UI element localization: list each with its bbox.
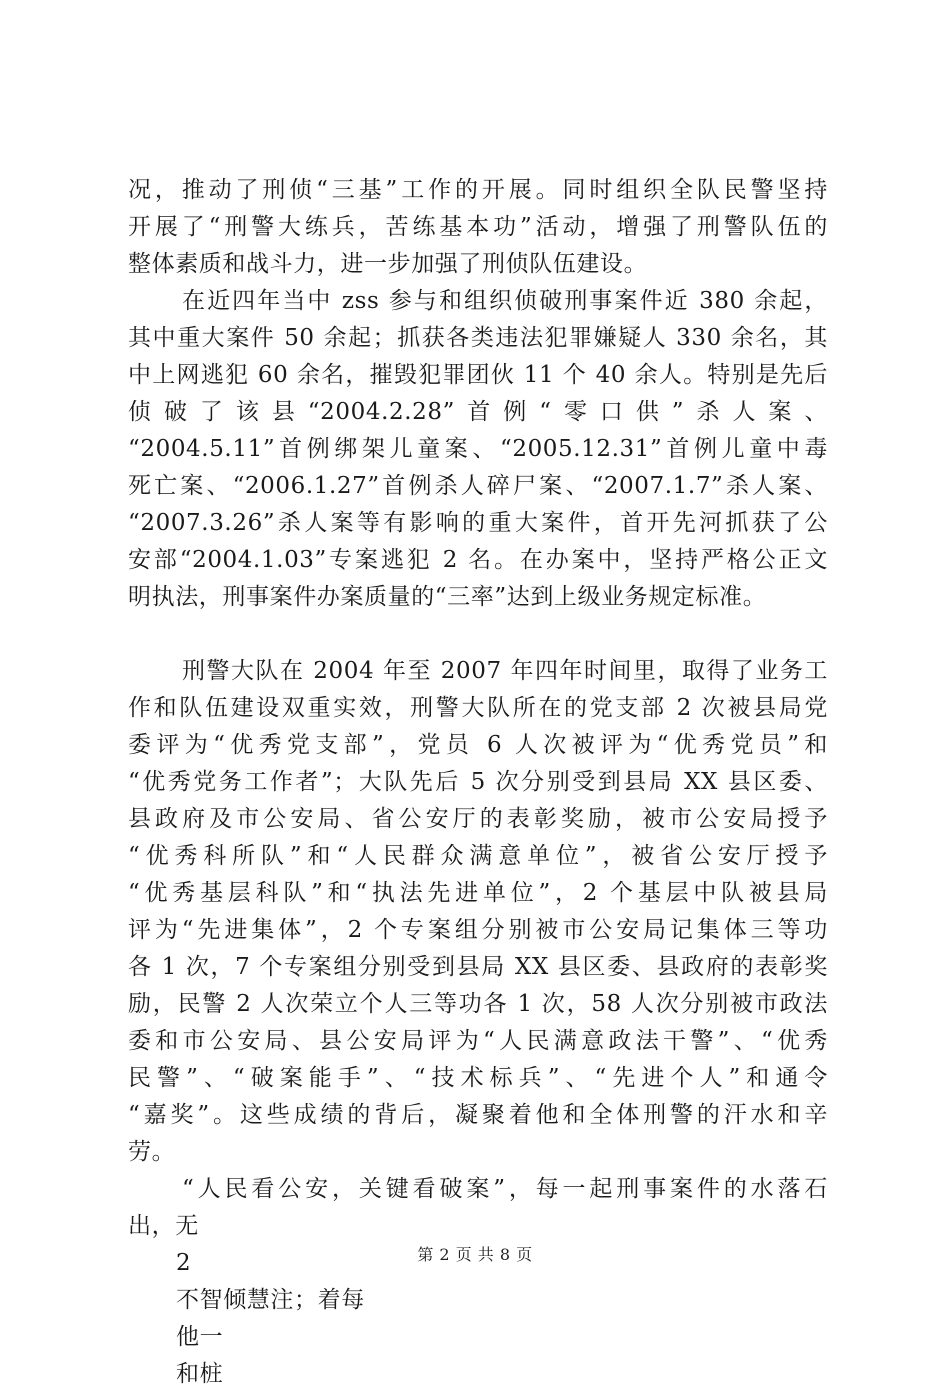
text-line: 况，推动了刑侦“三基”工作的开展。同时组织全队民警坚持 — [128, 177, 828, 203]
text-line: 中上网逃犯 60 余名，摧毁犯罪团伙 11 个 40 余人。特别是先后 — [128, 362, 828, 388]
text-line: “优秀党务工作者”；大队先后 5 次分别受到县局 XX 县区委、 — [128, 769, 828, 795]
text-line: 各 1 次，7 个专案组分别受到县局 XX 县区委、县政府的表彰奖 — [128, 954, 828, 980]
text-line: 委和市公安局、县公安局评为“人民满意政法干警”、“优秀 — [128, 1028, 828, 1054]
paragraph-start: 在近四年当中 zss 参与和组织侦破刑事案件近 380 余起， — [182, 288, 828, 314]
text-line: 劳。 — [128, 1139, 176, 1165]
document-body — [128, 172, 828, 1393]
text-line: 其中重大案件 50 余起；抓获各类违法犯罪嫌疑人 330 余名，其 — [128, 325, 828, 351]
text-line: 出，无 — [128, 1213, 199, 1239]
paragraph-start: “人民看公安，关键看破案”，每一起刑事案件的水落石 — [182, 1176, 828, 1202]
text-line: 委评为“优秀党支部”，党员 6 人次被评为“优秀党员”和 — [128, 732, 828, 758]
text-line: 不智倾慧注；着每 — [176, 1287, 365, 1313]
text-line: “优秀基层科队”和“执法先进单位”，2 个基层中队被县局 — [128, 880, 828, 906]
blank-line — [128, 616, 828, 653]
text-line: 他一 — [176, 1324, 224, 1350]
text-line: “2004.5.11”首例绑架儿童案、“2005.12.31”首例儿童中毒 — [128, 436, 828, 462]
text-line: 励，民警 2 人次荣立个人三等功各 1 次，58 人次分别被市政法 — [128, 991, 828, 1017]
text-line: 评为“先进集体”，2 个专案组分别被市公安局记集体三等功 — [128, 917, 828, 943]
text-line: 民警”、“破案能手”、“技术标兵”、“先进个人”和通令 — [128, 1065, 828, 1091]
text-line: 县政府及市公安局、省公安厅的表彰奖励，被市公安局授予 — [128, 806, 828, 832]
text-line: 开展了“刑警大练兵，苦练基本功”活动，增强了刑警队伍的 — [128, 214, 828, 240]
text-line: 侦破了该县“2004.2.28”首例“零口供”杀人案、 — [128, 399, 828, 425]
text-line: “2007.3.26”杀人案等有影响的重大案件，首开先河抓获了公 — [128, 510, 828, 536]
text-line: 安部“2004.1.03”专案逃犯 2 名。在办案中，坚持严格公正文 — [128, 547, 828, 573]
text-line: 整体素质和战斗力，进一步加强了刑侦队伍建设。 — [128, 251, 648, 277]
text-line: 作和队伍建设双重实效，刑警大队所在的党支部 2 次被县局党 — [128, 695, 828, 721]
text-line: “优秀科所队”和“人民群众满意单位”，被省公安厅授予 — [128, 843, 828, 869]
text-line: 明执法，刑事案件办案质量的“三率”达到上级业务规定标准。 — [128, 584, 767, 610]
text-line: 和桩 — [176, 1361, 224, 1387]
text-line: “嘉奖”。这些成绩的背后，凝聚着他和全体刑警的汗水和辛 — [128, 1102, 828, 1128]
text-line: 死亡案、“2006.1.27”首例杀人碎尸案、“2007.1.7”杀人案、 — [128, 473, 828, 499]
page-footer: 第 2 页 共 8 页 — [417, 1245, 533, 1264]
paragraph-start: 刑警大队在 2004 年至 2007 年四年时间里，取得了业务工 — [182, 658, 828, 684]
text-line: 2 — [176, 1250, 192, 1276]
